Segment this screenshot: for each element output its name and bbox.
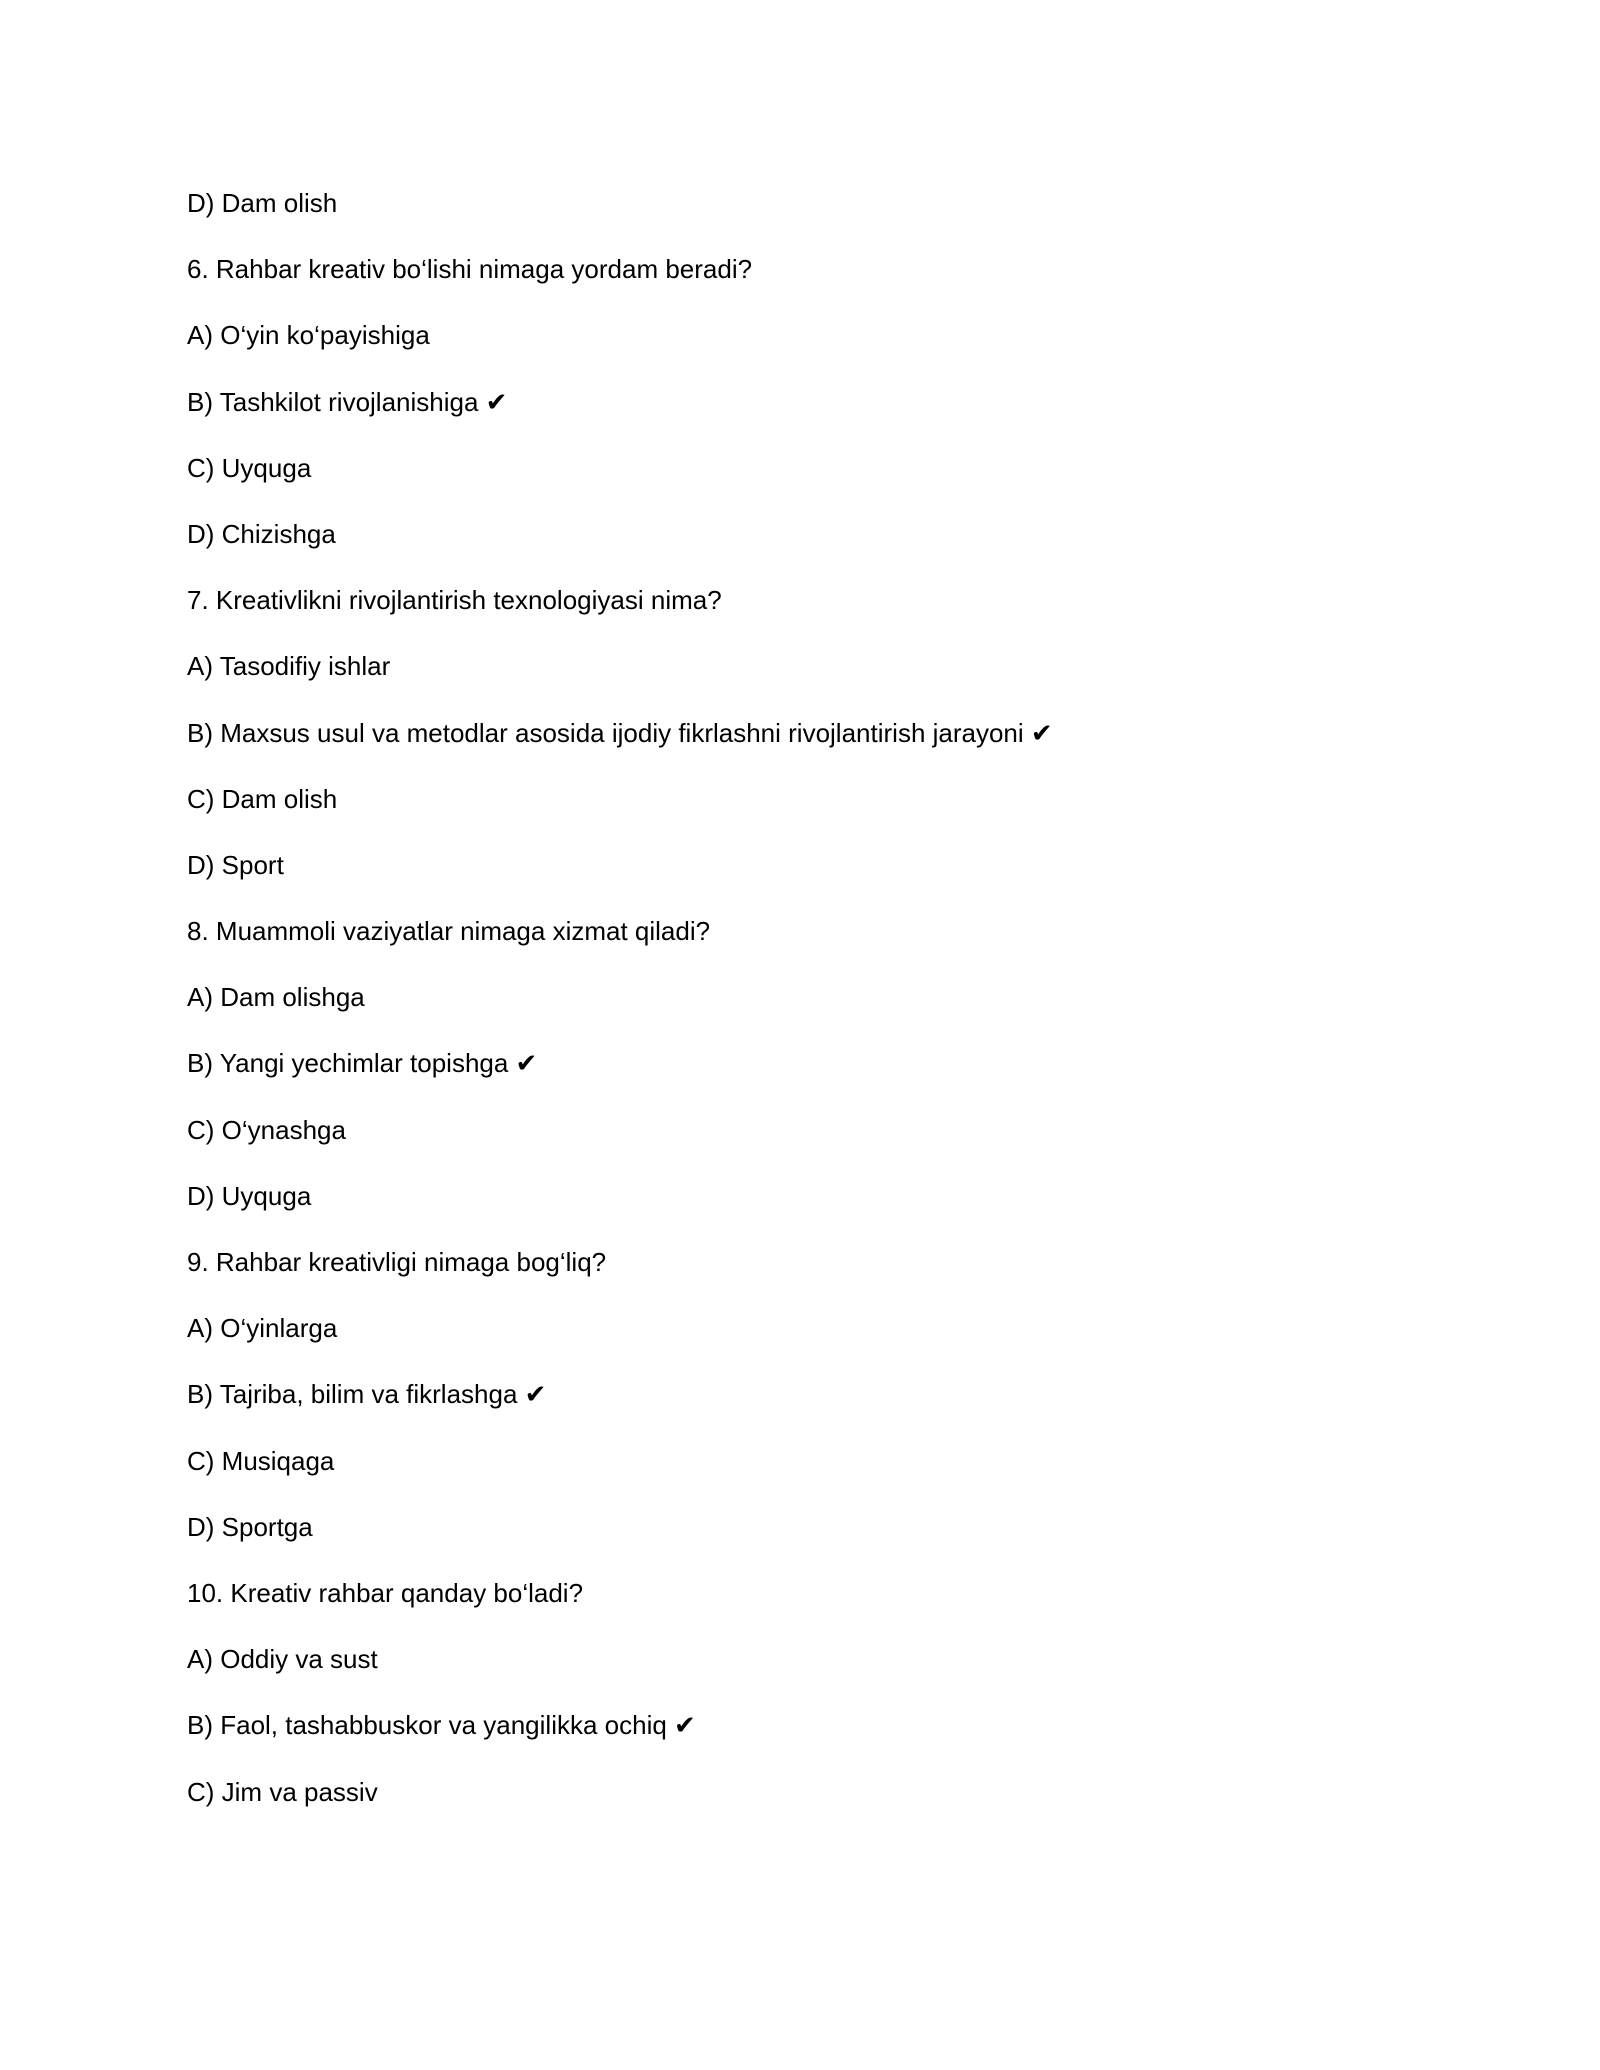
answer-option: C) O‘ynashga bbox=[187, 1114, 346, 1145]
answer-option: C) Musiqaga bbox=[187, 1445, 335, 1476]
quiz-text bbox=[187, 185, 1487, 1840]
answer-option: A) O‘yinlarga bbox=[187, 1313, 338, 1344]
answer-option: D) Sportga bbox=[187, 1511, 313, 1542]
answer-option: A) O‘yin ko‘payishiga bbox=[187, 320, 430, 351]
answer-option-correct: B) Faol, tashabbuskor va yangilikka ochiq ✔ bbox=[187, 1710, 696, 1741]
answer-option: A) Tasodifiy ishlar bbox=[187, 651, 391, 682]
answer-option-correct: B) Tajriba, bilim va fikrlashga ✔ bbox=[187, 1379, 547, 1410]
answer-option-correct: B) Tashkilot rivojlanishiga ✔ bbox=[187, 386, 508, 417]
question: 7. Kreativlikni rivojlantirish texnologiyasi nima? bbox=[187, 585, 722, 616]
answer-option: D) Chizishga bbox=[187, 518, 336, 549]
question: 6. Rahbar kreativ bo‘lishi nimaga yordam beradi? bbox=[187, 254, 753, 285]
question: 10. Kreativ rahbar qanday bo‘ladi? bbox=[187, 1577, 584, 1608]
answer-option: D) Dam olish bbox=[187, 188, 338, 218]
answer-option: A) Dam olishga bbox=[187, 982, 365, 1013]
answer-option: D) Sport bbox=[187, 849, 284, 880]
answer-option: C) Dam olish bbox=[187, 783, 338, 814]
answer-option: A) Oddiy va sust bbox=[187, 1644, 378, 1675]
question: 9. Rahbar kreativligi nimaga bog‘liq? bbox=[187, 1247, 607, 1277]
answer-option: D) Uyquga bbox=[187, 1180, 312, 1211]
answer-option-correct: B) Maxsus usul va metodlar asosida ijodiy fikrlashni rivojlantirish jarayoni ✔ bbox=[187, 717, 1053, 748]
question: 8. Muammoli vaziyatlar nimaga xizmat qiladi? bbox=[187, 916, 711, 947]
answer-option: C) Uyquga bbox=[187, 452, 312, 483]
answer-option-correct: B) Yangi yechimlar topishga ✔ bbox=[187, 1048, 538, 1079]
answer-option: C) Jim va passiv bbox=[187, 1776, 378, 1807]
